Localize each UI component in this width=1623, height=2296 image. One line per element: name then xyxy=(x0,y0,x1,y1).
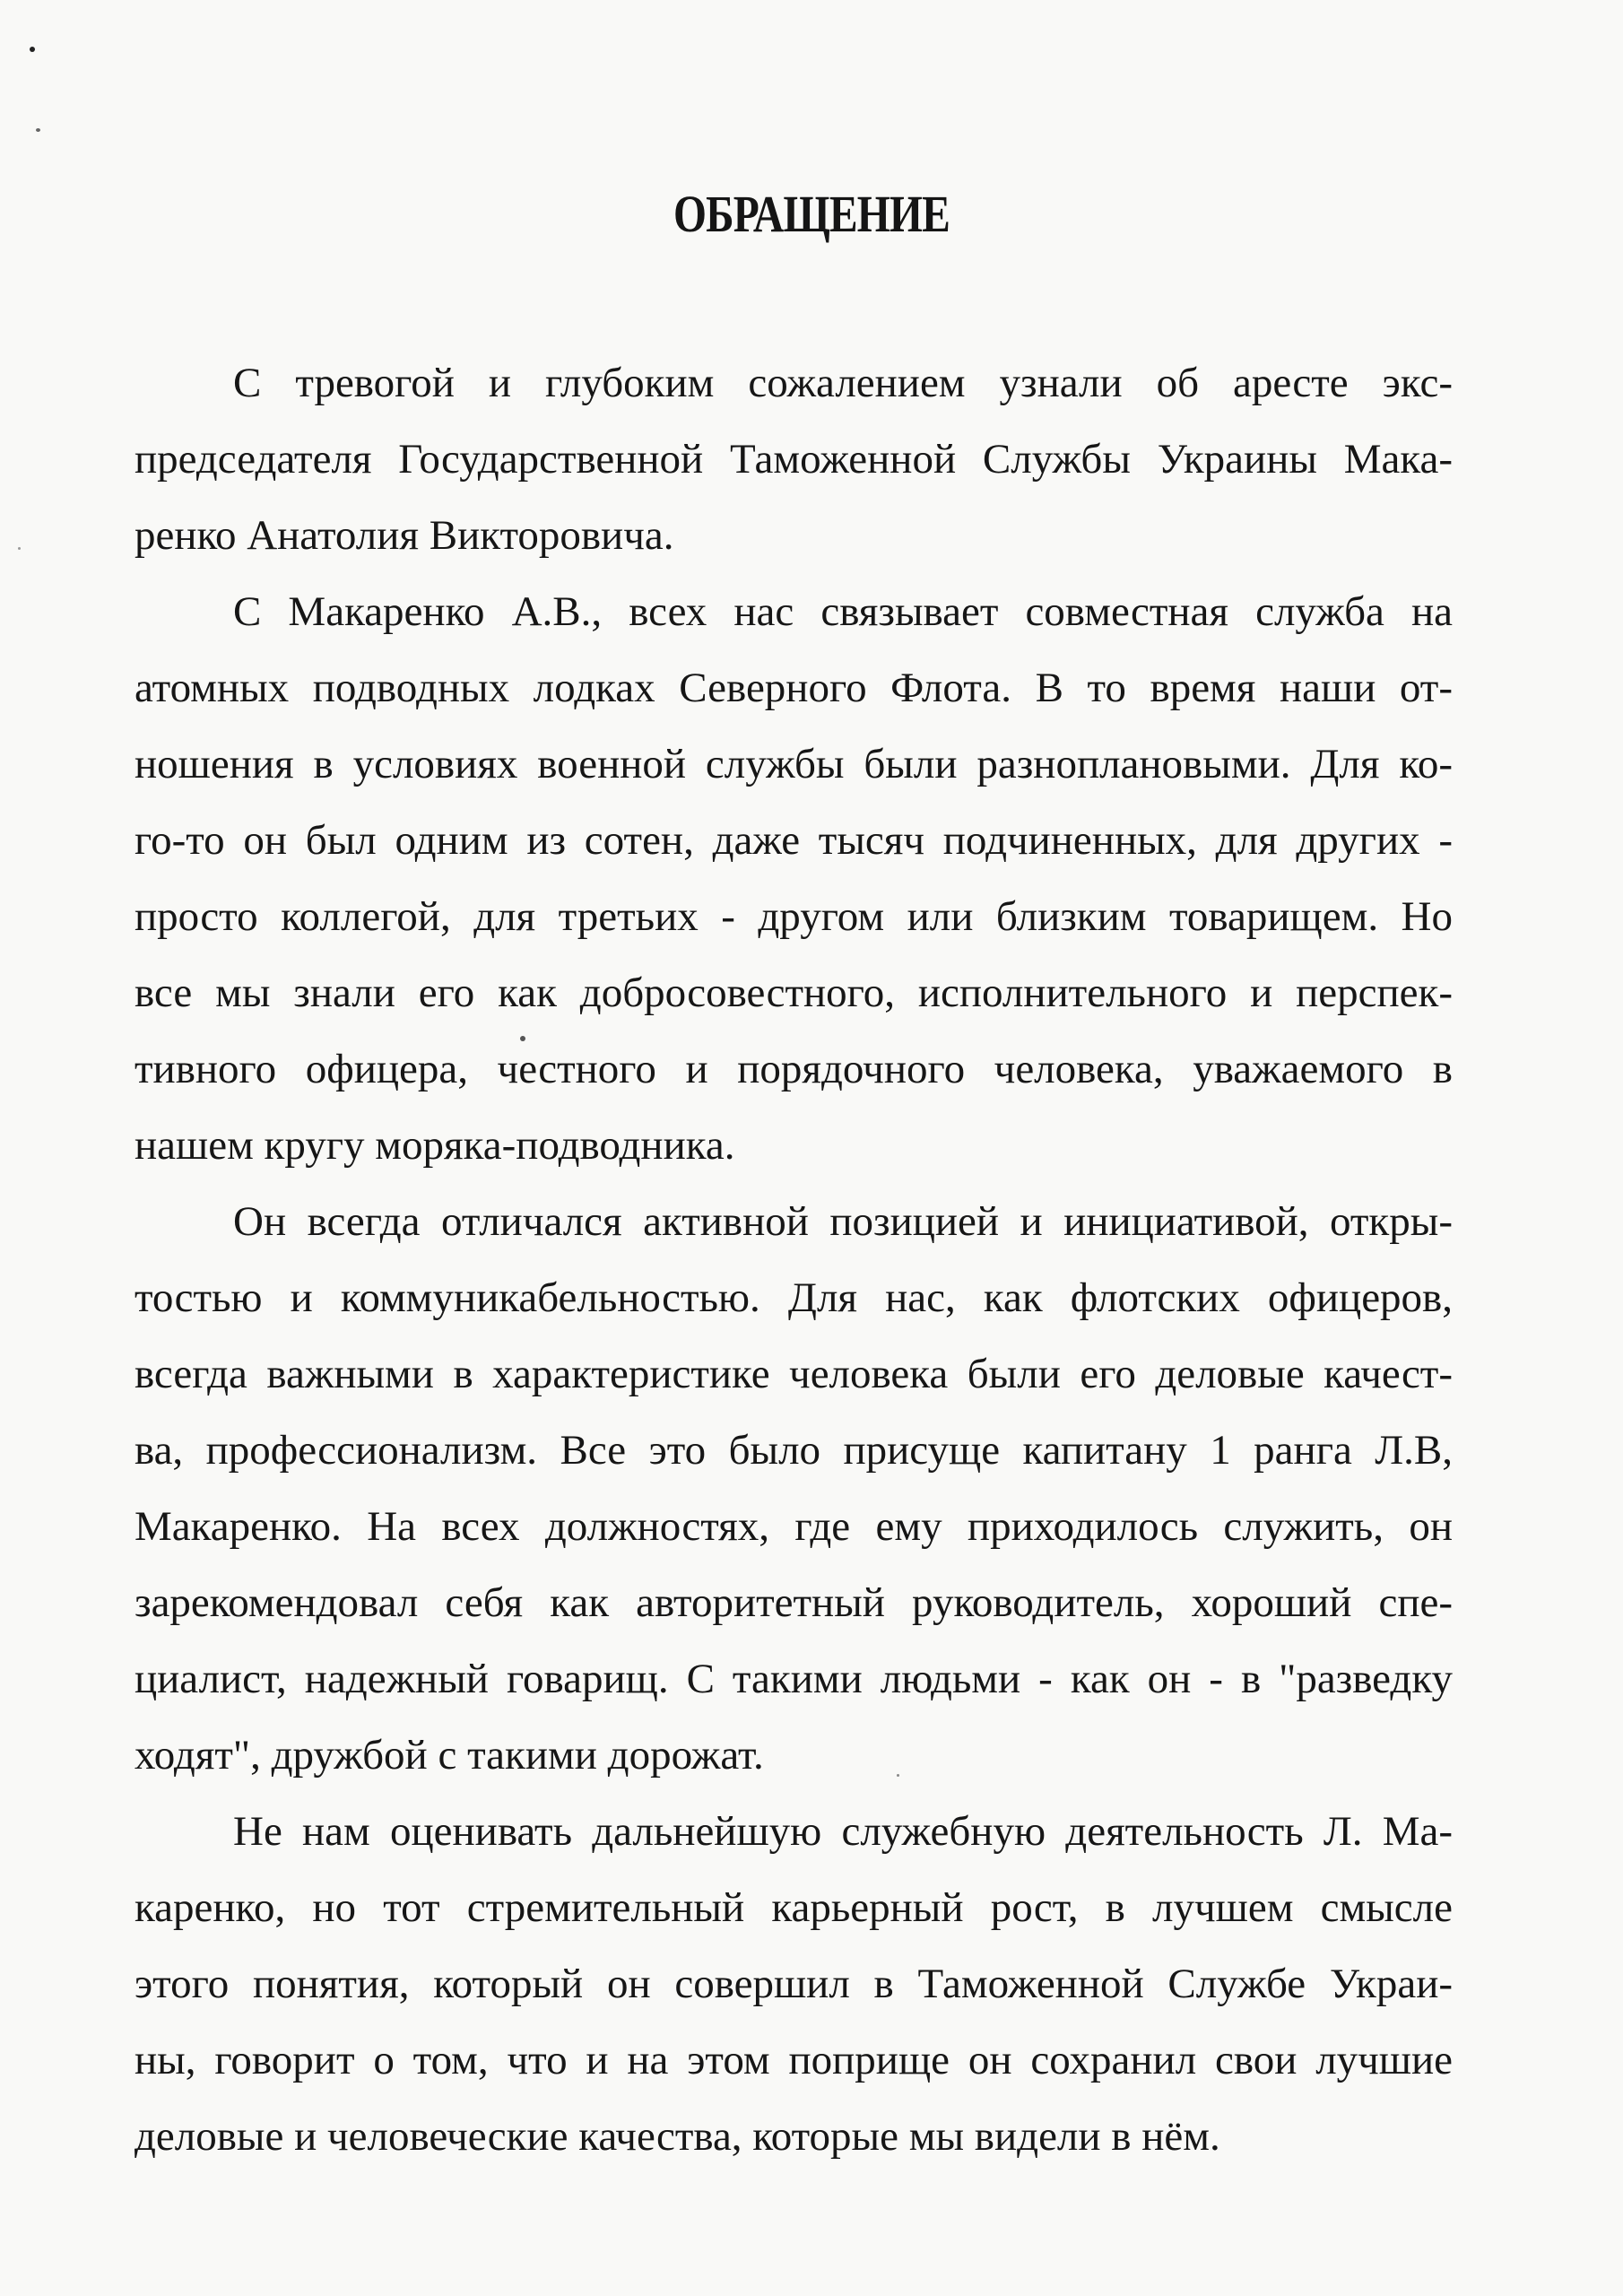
paragraph-1 xyxy=(135,345,1453,574)
text-line: С Макаренко А.В., всех нас связывает совместная служба на xyxy=(233,588,1453,635)
text-line: Макаренко. На всех должностях, где ему приходилось служить, он xyxy=(135,1503,1453,1550)
text-line: зарекомендовал себя как авторитетный руководитель, хороший спе- xyxy=(135,1579,1453,1626)
text-line: каренко, но тот стремительный карьерный рост, в лучшем смысле xyxy=(135,1884,1453,1931)
text-line: ны, говорит о том, что и на этом поприще он сохранил свои лучшие xyxy=(135,2037,1453,2083)
document-body xyxy=(135,345,1453,2175)
text-line: ренко Анатолия Викторовича. xyxy=(135,512,674,559)
scan-speck xyxy=(18,547,21,550)
text-line: С тревогой и глубоким сожалением узнали об аресте экс- xyxy=(233,360,1453,406)
scan-speck xyxy=(36,128,40,132)
paragraph-4 xyxy=(135,1794,1453,2175)
text-line: го-то он был одним из сотен, даже тысяч подчиненных, для других - xyxy=(135,817,1453,864)
text-line: атомных подводных лодках Северного Флота. В то время наши от- xyxy=(135,665,1453,711)
text-line: деловые и человеческие качества, которые мы видели в нём. xyxy=(135,2113,1220,2160)
text-line: просто коллегой, для третьих - другом или близким товарищем. Но xyxy=(135,893,1453,940)
text-line: тивного офицера, честного и порядочного человека, уважаемого в xyxy=(135,1046,1453,1092)
scan-speck xyxy=(30,47,35,52)
text-line: все мы знали его как добросовестного, исполнительного и перспек- xyxy=(135,970,1453,1016)
text-line: циалист, надежный говарищ. С такими людьми - как он - в "разведку xyxy=(135,1656,1453,1702)
text-line: Он всегда отличался активной позицией и инициативой, откры- xyxy=(233,1198,1453,1245)
text-line: председателя Государственной Таможенной Службы Украины Мака- xyxy=(135,436,1453,483)
text-line: этого понятия, который он совершил в Таможенной Службе Украи- xyxy=(135,1961,1453,2007)
text-line: ношения в условиях военной службы были разноплановыми. Для ко- xyxy=(135,741,1453,787)
paragraph-2 xyxy=(135,574,1453,1184)
text-line: ва, профессионализм. Все это было присуще капитану 1 ранга Л.В, xyxy=(135,1427,1453,1474)
document-title: ОБРАЩЕНИЕ xyxy=(673,185,950,243)
text-line: ходят", дружбой с такими дорожат. xyxy=(135,1732,764,1779)
text-line: всегда важными в характеристике человека были его деловые качест- xyxy=(135,1351,1453,1397)
text-line: нашем кругу моряка-подводника. xyxy=(135,1122,735,1169)
paragraph-3 xyxy=(135,1184,1453,1794)
text-line: тостью и коммуникабельностью. Для нас, как флотских офицеров, xyxy=(135,1274,1453,1321)
text-line: Не нам оценивать дальнейшую служебную деятельность Л. Ма- xyxy=(233,1808,1453,1855)
